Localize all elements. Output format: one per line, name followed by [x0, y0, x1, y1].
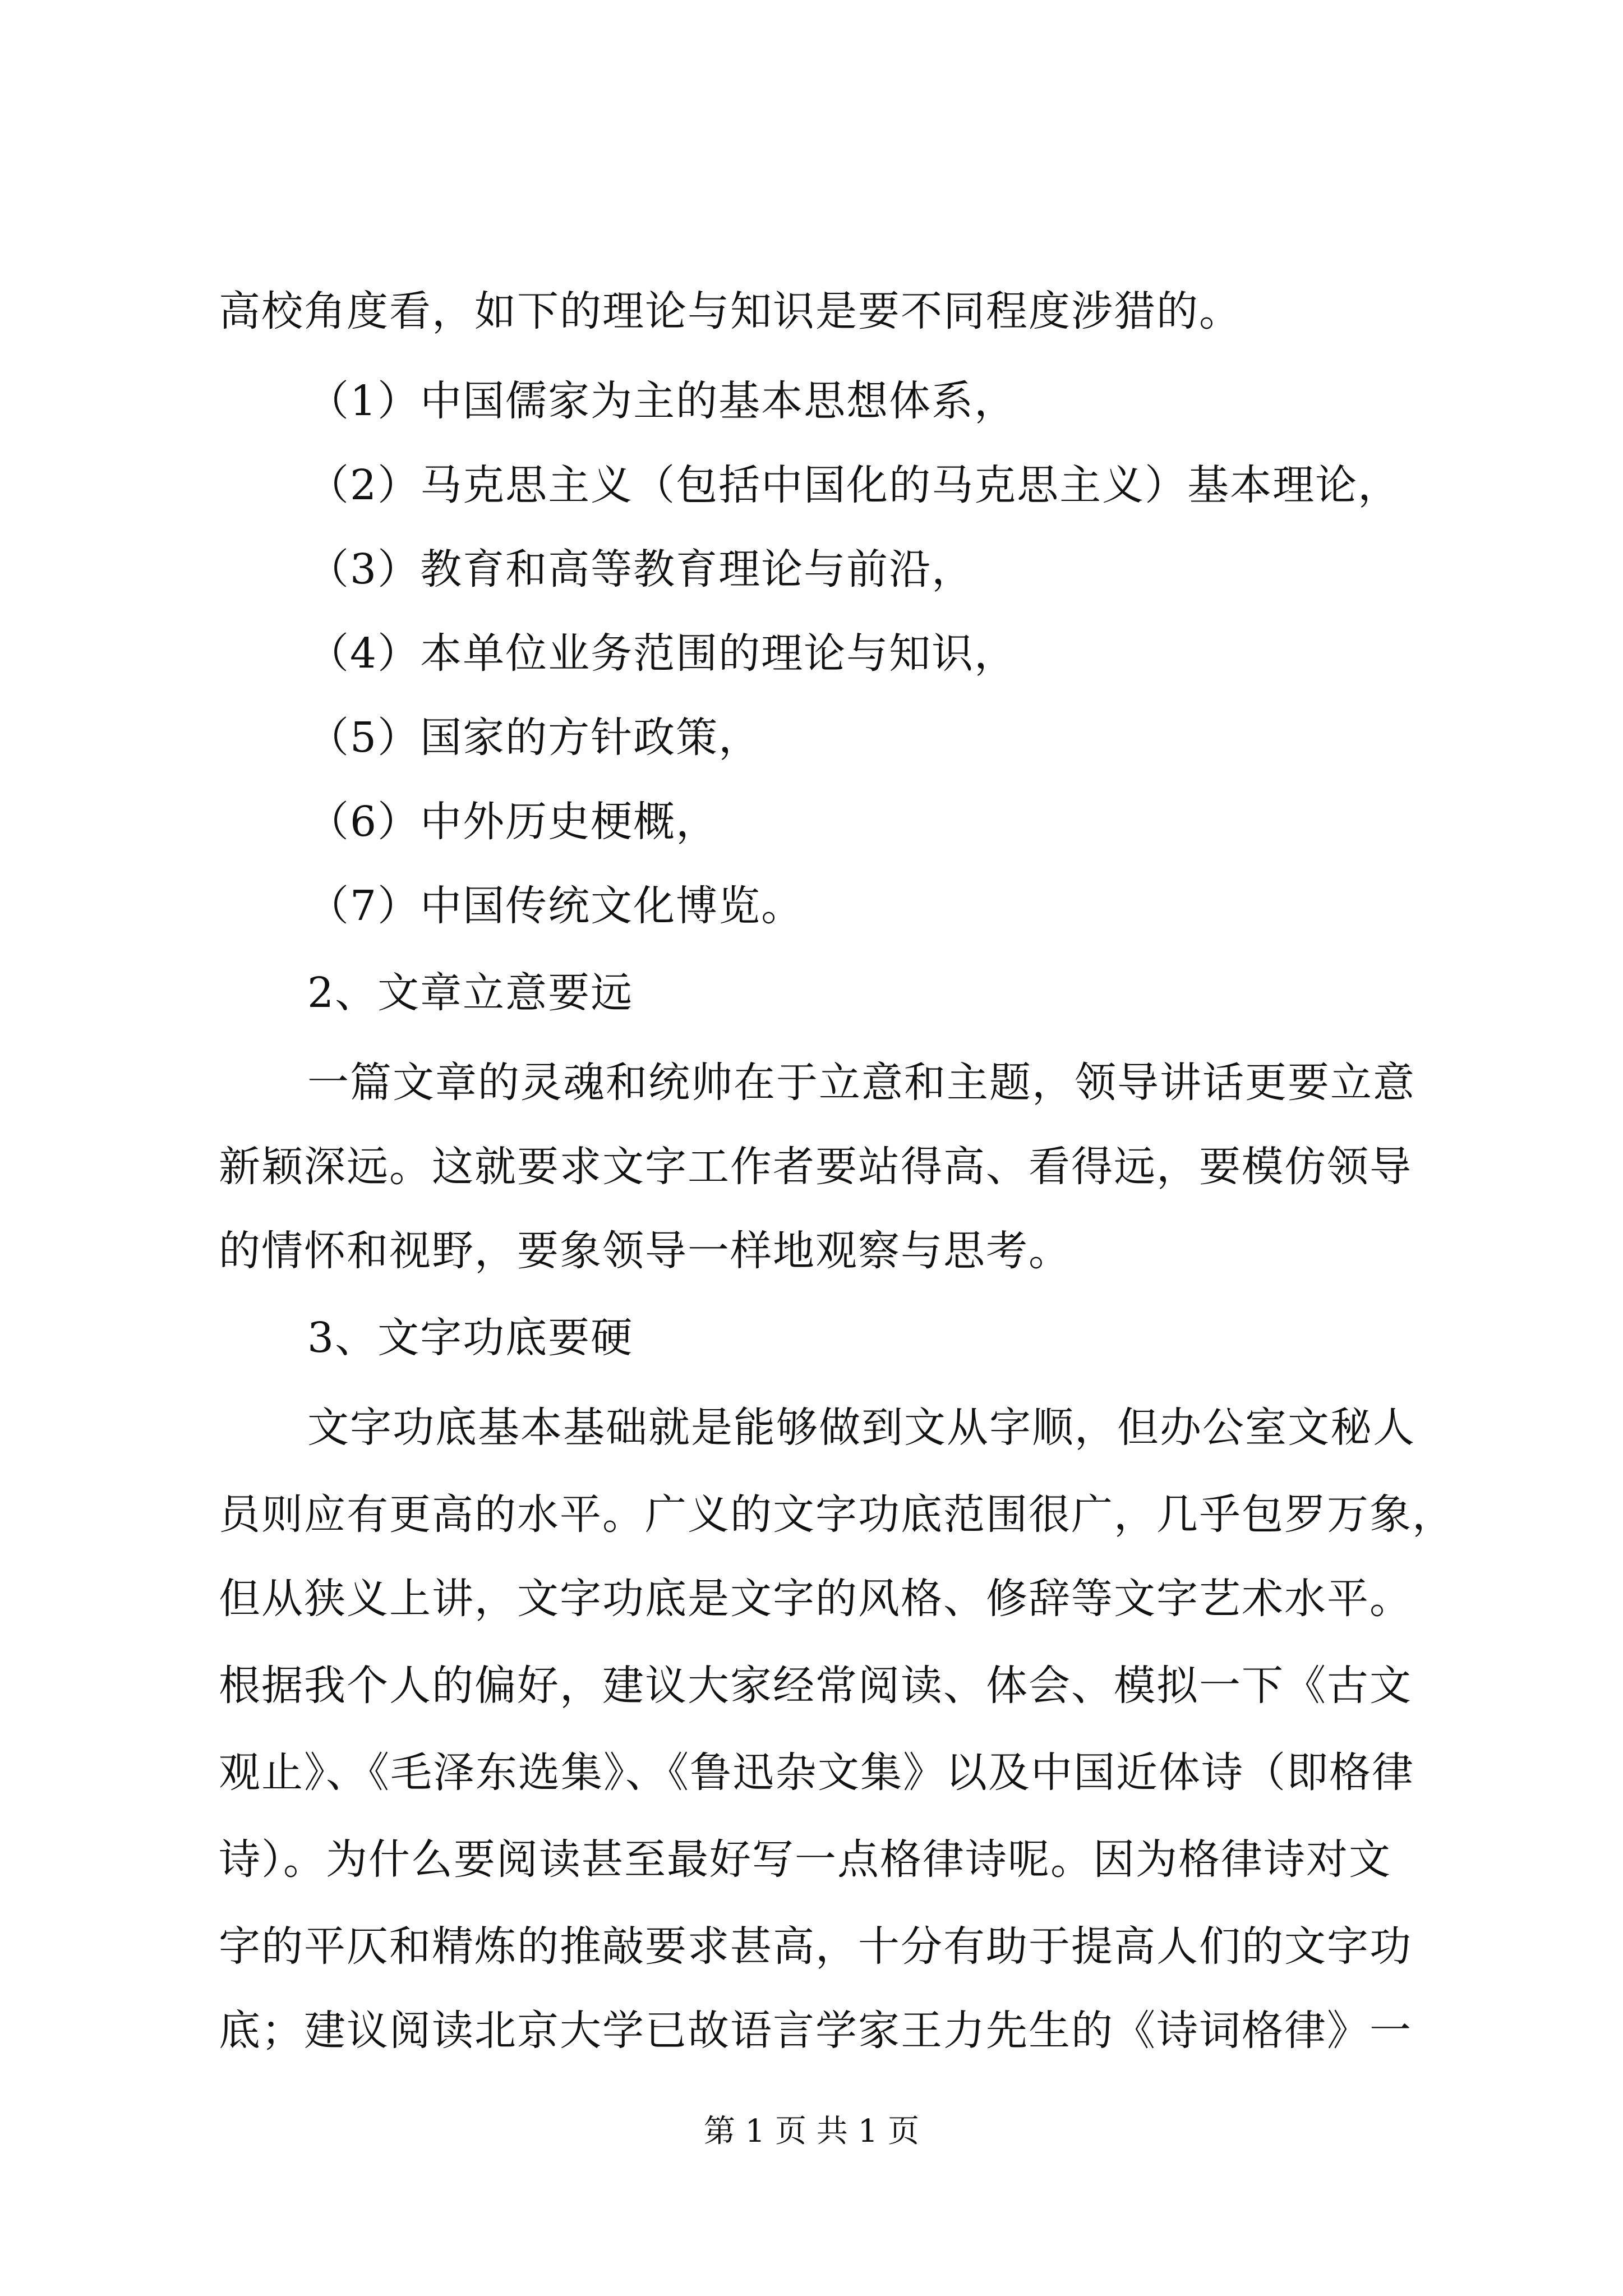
paragraph-line: 但从狭义上讲，文字功底是文字的风格、修辞等文字艺术水平。 [219, 1575, 1412, 1623]
paragraph-line: 的情怀和视野，要象领导一样地观察与思考。 [219, 1227, 1071, 1275]
paragraph-line: 高校角度看，如下的理论与知识是要不同程度涉猎的。 [219, 287, 1242, 335]
paragraph-line: 新颖深远。这就要求文字工作者要站得高、看得远，要模仿领导 [219, 1143, 1412, 1191]
paragraph-line: 观止》、《毛泽东选集》、《鲁迅杂文集》以及中国近体诗（即格律 [219, 1749, 1414, 1797]
paragraph-line: 员则应有更高的水平。广义的文字功底范围很广，几乎包罗万象， [219, 1490, 1455, 1539]
paragraph-line: 诗）。为什么要阅读甚至最好写一点格律诗呢。因为格律诗对文 [219, 1835, 1391, 1884]
section-heading: 2、文章立意要远 [307, 969, 634, 1017]
paragraph-line: 底；建议阅读北京大学已故语言学家王力先生的《诗词格律》一 [219, 2007, 1412, 2055]
list-item: （4）本单位业务范围的理论与知识， [307, 629, 1017, 678]
paragraph-line: 字的平仄和精炼的推敲要求甚高，十分有助于提高人们的文字功 [219, 1922, 1412, 1971]
list-item: （7）中国传统文化博览。 [307, 882, 804, 930]
list-item: （5）国家的方针政策， [307, 714, 762, 762]
paragraph-line: 根据我个人的偏好，建议大家经常阅读、体会、模拟一下《古文 [219, 1662, 1412, 1710]
list-item: （2）马克思主义（包括中国化的马克思主义）基本理论， [307, 461, 1401, 509]
paragraph-line: 一篇文章的灵魂和统帅在于立意和主题，领导讲话更要立意 [307, 1059, 1415, 1107]
list-item: （1）中国儒家为主的基本思想体系， [307, 377, 1017, 425]
list-item: （6）中外历史梗概， [307, 798, 719, 846]
page-footer: 第 1 页 共 1 页 [703, 2113, 920, 2150]
paragraph-line: 文字功底基本基础就是能够做到文从字顺，但办公室文秘人 [307, 1404, 1415, 1452]
section-heading: 3、文字功底要硬 [307, 1314, 634, 1362]
list-item: （3）教育和高等教育理论与前沿， [307, 545, 975, 593]
